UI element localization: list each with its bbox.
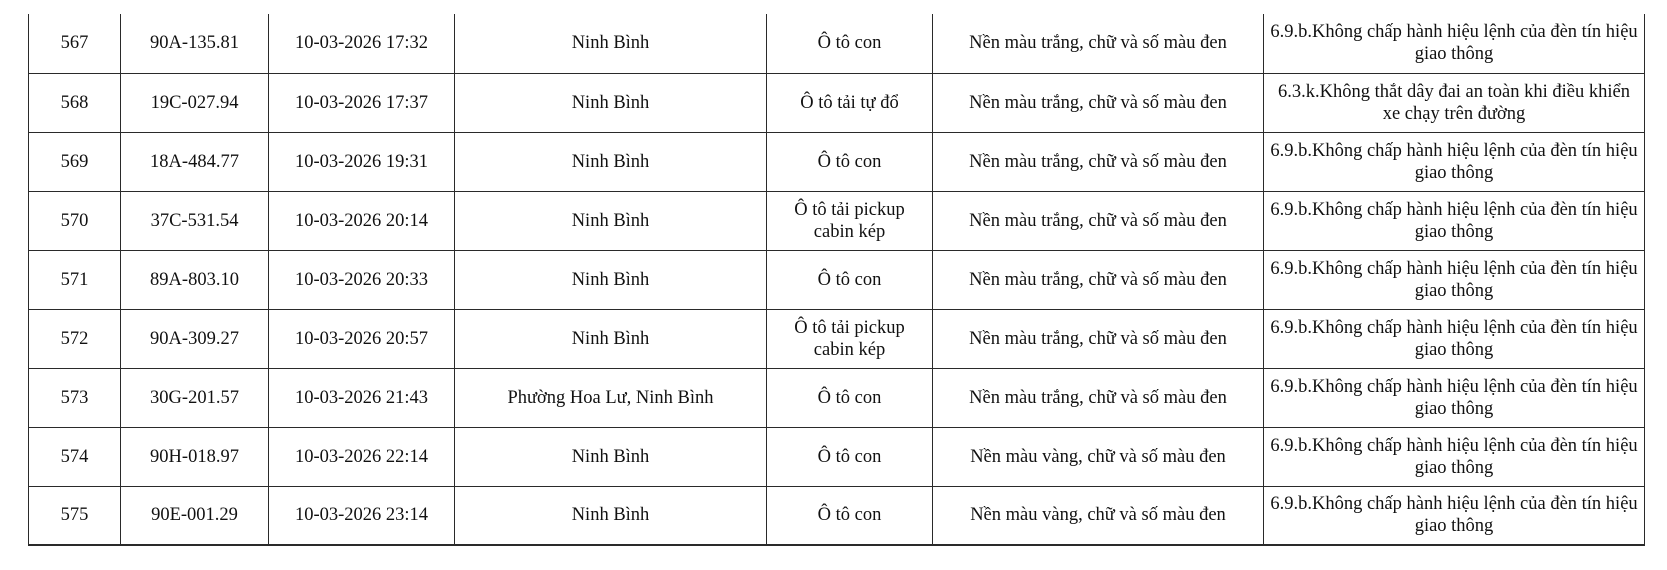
license-plate-cell: 90H-018.97 <box>121 427 269 486</box>
license-plate-cell: 90A-135.81 <box>121 14 269 73</box>
license-plate-cell: 89A-803.10 <box>121 250 269 309</box>
violation-cell: 6.9.b.Không chấp hành hiệu lệnh của đèn tín hiệu giao thông <box>1264 250 1645 309</box>
license-plate-cell: 90E-001.29 <box>121 486 269 545</box>
plate-color-cell: Nền màu trắng, chữ và số màu đen <box>933 73 1264 132</box>
violation-time-cell: 10-03-2026 20:57 <box>269 309 455 368</box>
location-cell: Ninh Bình <box>455 309 767 368</box>
violation-cell: 6.9.b.Không chấp hành hiệu lệnh của đèn tín hiệu giao thông <box>1264 191 1645 250</box>
license-plate-cell: 30G-201.57 <box>121 368 269 427</box>
vehicle-type-cell: Ô tô con <box>767 14 933 73</box>
location-cell: Phường Hoa Lư, Ninh Bình <box>455 368 767 427</box>
row-number-cell: 567 <box>29 14 121 73</box>
plate-color-cell: Nền màu trắng, chữ và số màu đen <box>933 309 1264 368</box>
location-cell: Ninh Bình <box>455 14 767 73</box>
vehicle-type-cell: Ô tô con <box>767 427 933 486</box>
table-row <box>29 14 1645 73</box>
location-cell: Ninh Bình <box>455 250 767 309</box>
row-number-cell: 572 <box>29 309 121 368</box>
vehicle-type-cell: Ô tô con <box>767 250 933 309</box>
violation-time-cell: 10-03-2026 19:31 <box>269 132 455 191</box>
license-plate-cell: 19C-027.94 <box>121 73 269 132</box>
row-number-cell: 571 <box>29 250 121 309</box>
vehicle-type-cell: Ô tô tải pickup cabin kép <box>767 309 933 368</box>
plate-color-cell: Nền màu trắng, chữ và số màu đen <box>933 368 1264 427</box>
plate-color-cell: Nền màu trắng, chữ và số màu đen <box>933 132 1264 191</box>
plate-color-cell: Nền màu vàng, chữ và số màu đen <box>933 427 1264 486</box>
row-number-cell: 575 <box>29 486 121 545</box>
violation-time-cell: 10-03-2026 23:14 <box>269 486 455 545</box>
location-cell: Ninh Bình <box>455 191 767 250</box>
license-plate-cell: 90A-309.27 <box>121 309 269 368</box>
plate-color-cell: Nền màu trắng, chữ và số màu đen <box>933 191 1264 250</box>
vehicle-type-cell: Ô tô con <box>767 486 933 545</box>
violation-time-cell: 10-03-2026 20:33 <box>269 250 455 309</box>
plate-color-cell: Nền màu vàng, chữ và số màu đen <box>933 486 1264 545</box>
violation-cell: 6.9.b.Không chấp hành hiệu lệnh của đèn tín hiệu giao thông <box>1264 427 1645 486</box>
row-number-cell: 570 <box>29 191 121 250</box>
license-plate-cell: 18A-484.77 <box>121 132 269 191</box>
violation-cell: 6.9.b.Không chấp hành hiệu lệnh của đèn tín hiệu giao thông <box>1264 309 1645 368</box>
vehicle-type-cell: Ô tô tải pickup cabin kép <box>767 191 933 250</box>
table-row <box>29 250 1645 309</box>
violation-cell: 6.9.b.Không chấp hành hiệu lệnh của đèn tín hiệu giao thông <box>1264 132 1645 191</box>
row-number-cell: 569 <box>29 132 121 191</box>
violation-time-cell: 10-03-2026 21:43 <box>269 368 455 427</box>
table-row <box>29 309 1645 368</box>
violation-cell: 6.9.b.Không chấp hành hiệu lệnh của đèn tín hiệu giao thông <box>1264 486 1645 545</box>
violation-time-cell: 10-03-2026 17:32 <box>269 14 455 73</box>
table-row <box>29 427 1645 486</box>
table-row <box>29 486 1645 545</box>
vehicle-type-cell: Ô tô tải tự đổ <box>767 73 933 132</box>
location-cell: Ninh Bình <box>455 427 767 486</box>
row-number-cell: 573 <box>29 368 121 427</box>
table-row <box>29 73 1645 132</box>
violation-cell: 6.3.k.Không thắt dây đai an toàn khi điều khiển xe chạy trên đường <box>1264 73 1645 132</box>
violation-time-cell: 10-03-2026 22:14 <box>269 427 455 486</box>
location-cell: Ninh Bình <box>455 486 767 545</box>
violation-time-cell: 10-03-2026 17:37 <box>269 73 455 132</box>
vehicle-type-cell: Ô tô con <box>767 368 933 427</box>
location-cell: Ninh Bình <box>455 73 767 132</box>
vehicle-type-cell: Ô tô con <box>767 132 933 191</box>
plate-color-cell: Nền màu trắng, chữ và số màu đen <box>933 14 1264 73</box>
row-number-cell: 568 <box>29 73 121 132</box>
violation-time-cell: 10-03-2026 20:14 <box>269 191 455 250</box>
violation-cell: 6.9.b.Không chấp hành hiệu lệnh của đèn tín hiệu giao thông <box>1264 14 1645 73</box>
location-cell: Ninh Bình <box>455 132 767 191</box>
row-number-cell: 574 <box>29 427 121 486</box>
table-row <box>29 368 1645 427</box>
table-row <box>29 132 1645 191</box>
table-row <box>29 191 1645 250</box>
violations-table <box>28 14 1645 546</box>
plate-color-cell: Nền màu trắng, chữ và số màu đen <box>933 250 1264 309</box>
violation-cell: 6.9.b.Không chấp hành hiệu lệnh của đèn tín hiệu giao thông <box>1264 368 1645 427</box>
license-plate-cell: 37C-531.54 <box>121 191 269 250</box>
